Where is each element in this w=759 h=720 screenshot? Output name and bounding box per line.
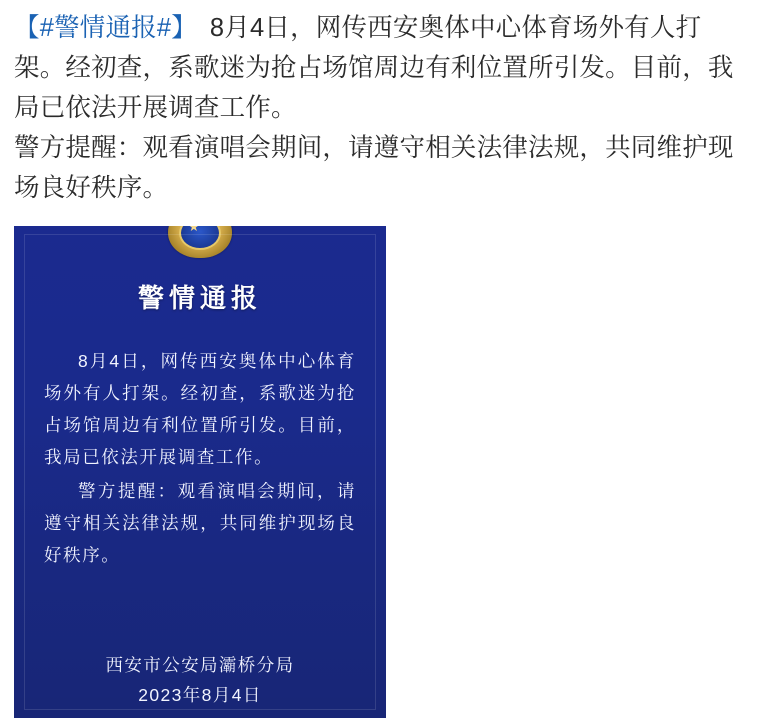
notice-footer [14, 650, 386, 710]
notice-body [44, 345, 356, 571]
notice-body-paragraph-2: 警方提醒：观看演唱会期间，请遵守相关法律法规，共同维护现场良好秩序。 [44, 481, 356, 565]
notice-title: 警情通报 [137, 283, 262, 313]
police-emblem-icon [157, 226, 243, 264]
post-paragraph-1 [14, 8, 745, 128]
notice-image-wrap[interactable] [0, 208, 759, 718]
police-notice-card[interactable] [14, 226, 386, 718]
notice-date: 2023年8月4日 [138, 685, 262, 705]
hashtag-link[interactable]: 【#警情通报#】 [14, 14, 185, 42]
post-paragraph-2: 警方提醒：观看演唱会期间，请遵守相关法律法规，共同维护现场良好秩序。 [14, 134, 734, 202]
post-text [14, 8, 745, 208]
notice-issuer: 西安市公安局灞桥分局 [105, 655, 295, 675]
post-container [0, 0, 759, 208]
notice-body-paragraph-1: 8月4日，网传西安奥体中心体育场外有人打架。经初查，系歌迷为抢占场馆周边有利位置所引发。目前，我局已依法开展调查工作。 [44, 351, 356, 467]
post-paragraph-1-text: 8月4日，网传西安奥体中心体育场外有人打架。经初查，系歌迷为抢占场馆周边有利位置所引发。目前，我局已依法开展调查工作。 [14, 14, 734, 122]
